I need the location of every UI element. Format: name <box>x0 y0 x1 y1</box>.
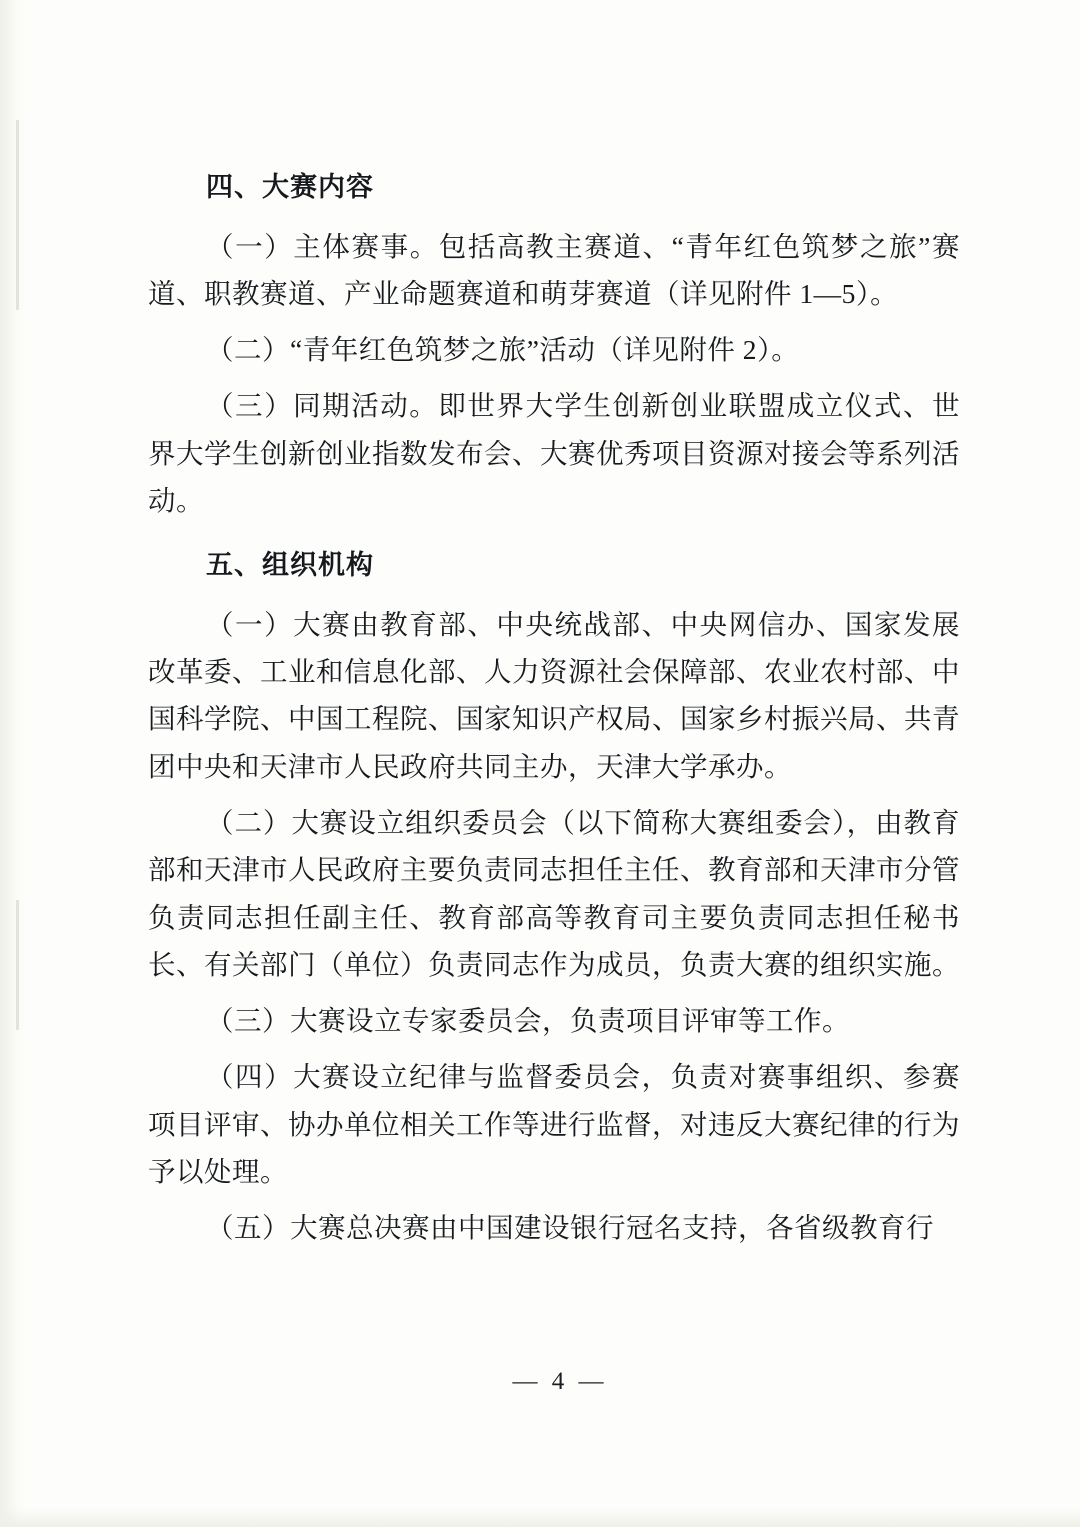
document-body <box>148 168 960 1261</box>
section-heading-contest-content: 四、大赛内容 <box>206 172 374 203</box>
page-edge-artifact-bottom <box>16 900 19 1030</box>
paragraph-discipline-committee: （四）大赛设立纪律与监督委员会，负责对赛事组织、参赛项目评审、协办单位相关工作等进行监督，对违反大赛纪律的行为予以处理。 <box>148 1061 960 1188</box>
section-heading-organization: 五、组织机构 <box>206 550 374 582</box>
page-bottom-shadow <box>0 1507 1080 1527</box>
paragraph-organizing-committee: （二）大赛设立组织委员会（以下简称大赛组委会），由教育部和天津市人民政府主要负责同志担任主任、教育部和天津市分管负责同志担任副主任、教育部高等教育司主要负责同志担任秘书长、有关部门（单位）负责同志作为成员，负责大赛的组织实施。 <box>148 806 960 980</box>
paragraph-final-sponsor: （五）大赛总决赛由中国建设银行冠名支持，各省级教育行 <box>206 1212 934 1244</box>
paragraph-red-dream-journey: （二）“青年红色筑梦之旅”活动（详见附件 2）。 <box>206 334 800 366</box>
paragraph-expert-committee: （三）大赛设立专家委员会，负责项目评审等工作。 <box>206 1005 850 1037</box>
paragraph-main-events: （一）主体赛事。包括高教主赛道、“青年红色筑梦之旅”赛道、职教赛道、产业命题赛道和萌芽赛道（详见附件 1—5）。 <box>148 230 960 309</box>
paragraph-concurrent-activities: （三）同期活动。即世界大学生创新创业联盟成立仪式、世界大学生创新创业指数发布会、大赛优秀项目资源对接会等系列活动。 <box>148 390 960 516</box>
page-number: — 4 — <box>512 1368 608 1395</box>
page-edge-artifact-top <box>16 120 19 310</box>
paragraph-organizers: （一）大赛由教育部、中央统战部、中央网信办、国家发展改革委、工业和信息化部、人力资源社会保障部、农业农村部、中国科学院、中国工程院、国家知识产权局、国家乡村振兴局、共青团中央和天津市人民政府共同主办，天津大学承办。 <box>148 608 960 782</box>
